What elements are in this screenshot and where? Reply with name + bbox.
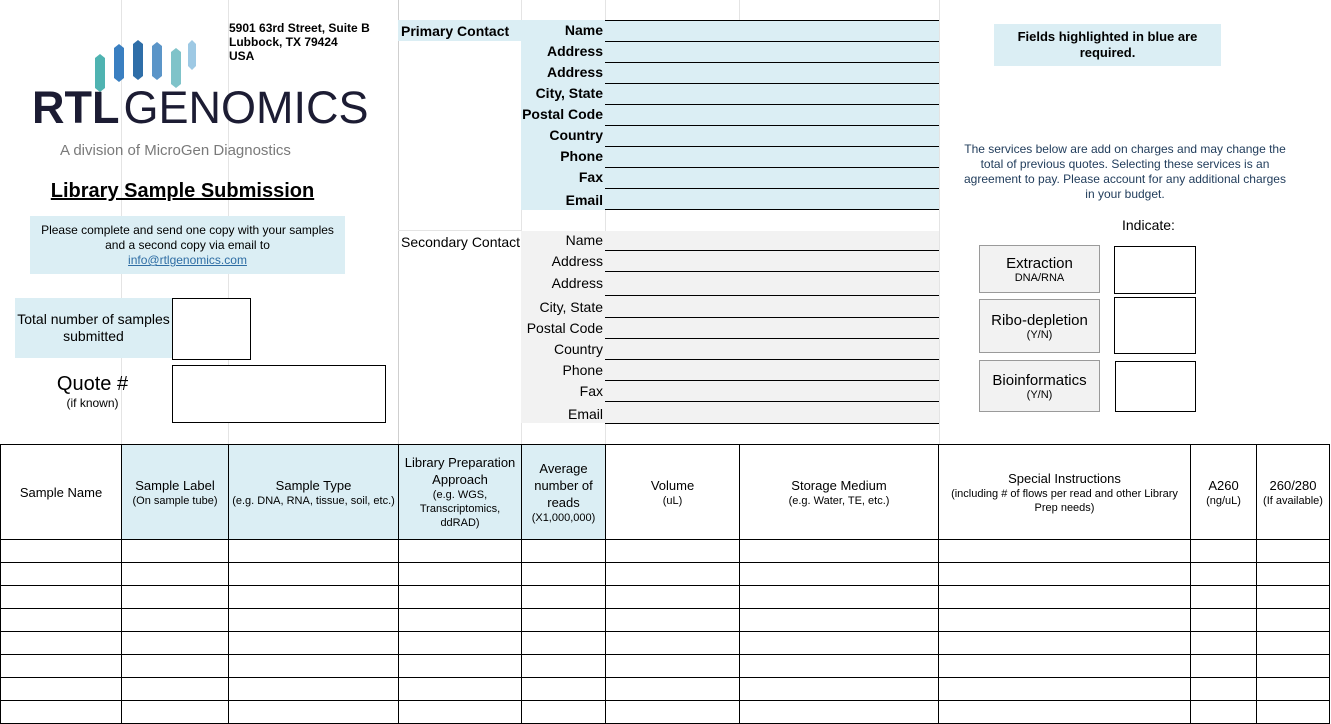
primary-name-label: Name [564,22,603,38]
col-sample-name [1,445,122,540]
company-logo [30,30,369,165]
sample-table [0,444,1330,724]
table-cell[interactable] [1257,563,1330,586]
quote-sub-text: (if known) [66,396,119,410]
col-storage-medium [740,445,939,540]
service-bioinformatics-sub: (Y/N) [1026,389,1053,401]
sample-table-body [1,540,1330,724]
table-cell[interactable] [122,632,229,655]
table-cell[interactable] [1191,632,1257,655]
primary-address2-field-line[interactable] [605,83,939,84]
table-cell[interactable] [1191,678,1257,701]
extraction-input[interactable] [1114,246,1196,294]
page-title: Library Sample Submission [50,180,315,202]
table-cell[interactable] [399,540,522,563]
table-cell[interactable] [229,632,399,655]
indicate-label: Indicate: [1122,217,1175,233]
primary-address2-label: Address [546,64,603,80]
primary-name-field-line[interactable] [605,41,939,42]
secondary-name-label: Name [565,232,603,248]
table-cell[interactable] [229,540,399,563]
secondary-country-label: Country [553,341,603,357]
table-cell[interactable] [399,632,522,655]
table-cell[interactable] [606,563,740,586]
col-260-280 [1257,445,1330,540]
table-cell[interactable] [522,540,606,563]
table-cell[interactable] [1,563,122,586]
table-cell[interactable] [740,609,939,632]
primary-fax-label: Fax [578,169,603,185]
gridline [398,0,399,444]
secondary-postal-field-line[interactable] [605,338,939,339]
primary-address-field-line[interactable] [605,62,939,63]
table-cell[interactable] [1,540,122,563]
primary-country-label: Country [549,127,603,143]
primary-address-label: Address [546,43,603,59]
table-cell[interactable] [740,632,939,655]
ribo-depletion-input[interactable] [1114,297,1196,354]
secondary-country-field-line[interactable] [605,359,939,360]
secondary-phone-field-line[interactable] [605,380,939,381]
secondary-postal-label: Postal Code [526,320,603,336]
table-row [1,655,1330,678]
table-cell[interactable] [606,701,740,724]
primary-city-label: City, State [535,85,603,101]
table-cell[interactable] [1257,678,1330,701]
table-cell[interactable] [399,678,522,701]
col-header-sub: (e.g. Water, TE, etc.) [788,494,890,507]
table-cell[interactable] [399,586,522,609]
logo-rtl: RTL [32,82,120,133]
secondary-email-label: Email [567,406,603,422]
col-header-sub: (If available) [1263,494,1323,507]
table-cell[interactable] [1191,540,1257,563]
table-row [1,563,1330,586]
address-line: 5901 63rd Street, Suite B [229,21,370,35]
primary-phone-field-line[interactable] [605,167,939,168]
instructions-box [30,216,345,274]
logo-tagline: A division of MicroGen Diagnostics [60,142,291,159]
table-cell[interactable] [122,540,229,563]
col-header-label: 260/280 [1269,477,1317,493]
table-cell[interactable] [1,655,122,678]
table-cell[interactable] [1,609,122,632]
table-cell[interactable] [229,655,399,678]
table-cell[interactable] [522,609,606,632]
col-header-label: Sample Type [275,477,352,493]
primary-city-field-line[interactable] [605,104,939,105]
col-header-label: Storage Medium [791,477,887,493]
secondary-address2-label: Address [551,275,603,291]
secondary-city-field-line[interactable] [605,317,939,318]
primary-contact-heading: Primary Contact [401,23,510,39]
col-header-label: Volume [650,477,695,493]
instructions-text: Please complete and send one copy with your samples and a second copy via email to [41,223,334,252]
table-cell[interactable] [399,563,522,586]
primary-postal-field-line[interactable] [605,125,939,126]
secondary-address-field-line[interactable] [605,271,939,272]
col-header-label: Sample Label [135,477,215,493]
table-cell[interactable] [939,586,1191,609]
table-row [1,586,1330,609]
table-cell[interactable] [1257,609,1330,632]
address-line: USA [229,49,255,63]
table-cell[interactable] [229,586,399,609]
table-cell[interactable] [522,632,606,655]
secondary-fax-label: Fax [579,383,603,399]
table-cell[interactable] [740,540,939,563]
col-header-label: Special Instructions [1008,470,1121,486]
table-cell[interactable] [1257,540,1330,563]
table-cell[interactable] [606,586,740,609]
primary-email-field-line[interactable] [605,209,939,210]
col-header-sub: (e.g. DNA, RNA, tissue, soil, etc.) [232,494,395,507]
col-special-instructions [939,445,1191,540]
bioinformatics-input[interactable] [1115,361,1196,412]
col-header-label: A260 [1208,477,1239,493]
col-sample-label [122,445,229,540]
table-cell[interactable] [1191,655,1257,678]
secondary-fax-field-line[interactable] [605,401,939,402]
table-cell[interactable] [740,655,939,678]
table-cell[interactable] [229,701,399,724]
quote-input[interactable] [172,365,386,423]
table-cell[interactable] [939,540,1191,563]
table-cell[interactable] [122,678,229,701]
table-cell[interactable] [606,678,740,701]
col-header-sub: (X1,000,000) [531,511,596,524]
table-cell[interactable] [122,701,229,724]
service-extraction-sub: DNA/RNA [1014,272,1065,284]
primary-name-field [605,20,939,21]
table-cell[interactable] [606,655,740,678]
quote-label-text: Quote # [56,373,129,395]
logo-wordmark [32,82,369,134]
col-avg-reads [522,445,606,540]
primary-country-field-line[interactable] [605,146,939,147]
required-notice [994,24,1221,66]
table-row [1,701,1330,724]
table-cell[interactable] [740,701,939,724]
table-cell[interactable] [1,678,122,701]
table-cell[interactable] [1257,655,1330,678]
table-cell[interactable] [229,563,399,586]
table-cell[interactable] [399,655,522,678]
service-extraction [979,245,1100,293]
total-samples-label-text: Total number of samples submitted [17,311,170,344]
table-cell[interactable] [606,609,740,632]
table-cell[interactable] [606,632,740,655]
table-cell[interactable] [1191,609,1257,632]
table-row [1,540,1330,563]
service-ribo-depletion [979,299,1100,353]
col-header-sub: (On sample tube) [132,494,218,507]
gridline [739,0,740,20]
table-cell[interactable] [229,678,399,701]
secondary-address-label: Address [551,253,603,269]
gridline [939,0,940,444]
table-cell[interactable] [939,701,1191,724]
table-cell[interactable] [606,540,740,563]
table-cell[interactable] [1191,563,1257,586]
table-cell[interactable] [122,563,229,586]
table-cell[interactable] [229,609,399,632]
col-a260 [1191,445,1257,540]
table-row [1,609,1330,632]
secondary-phone-label: Phone [562,362,603,378]
table-cell[interactable] [740,586,939,609]
table-cell[interactable] [1257,632,1330,655]
table-cell[interactable] [1,632,122,655]
table-cell[interactable] [1191,586,1257,609]
secondary-name-field-line[interactable] [605,250,939,251]
service-bioinformatics-label: Bioinformatics [992,372,1087,389]
address-line: Lubbock, TX 79424 [229,35,338,49]
logo-genomics: GENOMICS [123,82,369,133]
table-cell[interactable] [522,563,606,586]
table-cell[interactable] [399,609,522,632]
table-cell[interactable] [939,632,1191,655]
primary-phone-label: Phone [560,148,603,164]
table-header-row [1,445,1330,540]
table-cell[interactable] [1191,701,1257,724]
service-ribo-label: Ribo-depletion [991,312,1088,329]
service-ribo-sub: (Y/N) [1026,329,1053,341]
table-cell[interactable] [939,609,1191,632]
col-library-prep [399,445,522,540]
primary-postal-label: Postal Code [522,106,603,122]
secondary-email-field-line[interactable] [605,423,939,424]
col-header-label: Library Preparation Approach [404,455,516,487]
table-cell[interactable] [1257,586,1330,609]
secondary-city-label: City, State [539,299,603,315]
required-notice-text: Fields highlighted in blue are required. [1017,29,1198,60]
secondary-contact-heading: Secondary Contact [401,234,521,250]
col-header-sub: (ng/uL) [1206,494,1241,507]
table-cell[interactable] [1257,701,1330,724]
secondary-address2-field-line[interactable] [605,295,939,296]
total-samples-label [15,298,172,358]
quote-label [30,373,155,410]
table-cell[interactable] [122,586,229,609]
table-row [1,632,1330,655]
table-cell[interactable] [1,701,122,724]
table-cell[interactable] [1,586,122,609]
table-cell[interactable] [740,563,939,586]
table-cell[interactable] [939,563,1191,586]
col-header-sub: (uL) [662,494,683,507]
table-cell[interactable] [740,678,939,701]
table-cell[interactable] [522,586,606,609]
email-link[interactable]: info@rtlgenomics.com [128,253,247,267]
col-header-label: Sample Name [19,484,103,500]
table-cell[interactable] [522,655,606,678]
gridline [398,230,521,231]
col-volume [606,445,740,540]
col-header-sub: (e.g. WGS, Transcriptomics, ddRAD) [419,489,501,529]
service-extraction-label: Extraction [1006,255,1073,272]
table-cell[interactable] [522,678,606,701]
table-cell[interactable] [939,678,1191,701]
total-samples-input[interactable] [172,298,251,360]
table-cell[interactable] [122,655,229,678]
primary-fax-field-line[interactable] [605,188,939,189]
table-cell[interactable] [939,655,1191,678]
table-cell[interactable] [122,609,229,632]
col-sample-type [229,445,399,540]
service-bioinformatics [979,360,1100,412]
col-header-sub: (including # of flows per read and other Library Prep needs) [951,487,1178,514]
table-row [1,678,1330,701]
primary-email-label: Email [565,192,603,208]
addon-notice: The services below are add on charges and may change the total of previous quotes. Selecting these services is an agreement to pay. Please account for any additional charges in your budget. [964,142,1286,201]
table-cell[interactable] [399,701,522,724]
col-header-label: Average number of reads [534,460,593,510]
table-cell[interactable] [522,701,606,724]
